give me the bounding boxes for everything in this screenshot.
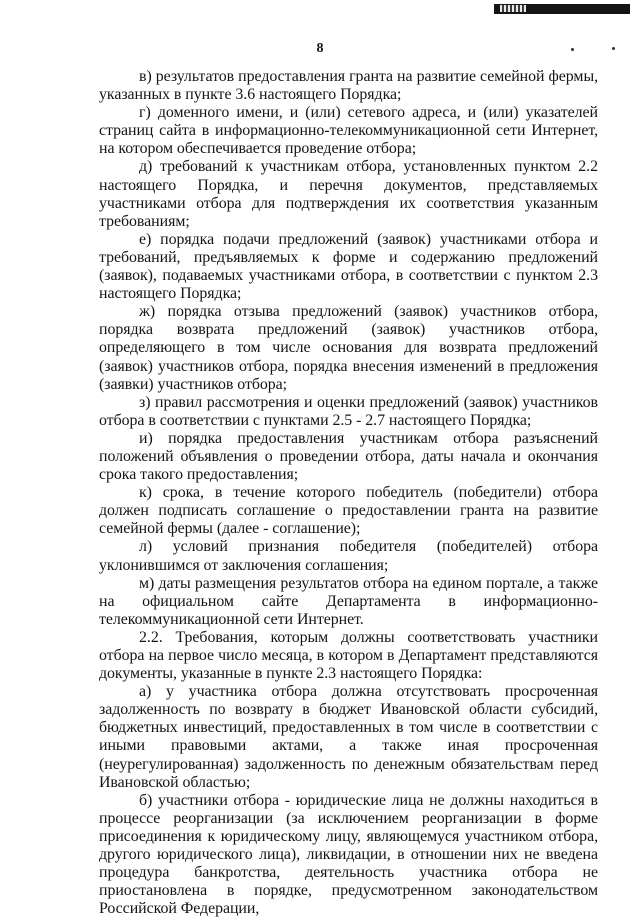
scan-speck (612, 47, 615, 50)
document-body (99, 68, 598, 918)
list-item-g: г) доменного имени, и (или) сетевого адреса, и (или) указателей страниц сайта в информационно-телекоммуникационной сети Интернет, на котором обеспечивается проведение отбора; (99, 104, 598, 158)
list-item-d: д) требований к участникам отбора, установленных пунктом 2.2 настоящего Порядка, и перечня документов, представляемых участниками отбора для подтверждения их соответствия указанным требованиям; (99, 158, 598, 230)
list-item-zh: ж) порядка отзыва предложений (заявок) участников отбора, порядка возврата предложений (заявок) участников отбора, определяющего в том числе основания для возврата предложений (заявок) участников отбора, порядка внесения изменений в предложения (заявки) участников отбора; (99, 303, 598, 393)
list-item-l: л) условий признания победителя (победителей) отбора уклонившимся от заключения соглашения; (99, 538, 598, 574)
list-item-e: е) порядка подачи предложений (заявок) участниками отбора и требований, предъявляемых к форме и содержанию предложений (заявок), подаваемых участниками отбора, в соответствии с пунктом 2.3 настоящего Порядка; (99, 230, 598, 303)
list-item-i: и) порядка предоставления участникам отбора разъяснений положений объявления о проведении отбора, даты начала и окончания срока такого предоставления; (99, 429, 598, 484)
scan-header-chip (500, 5, 526, 12)
section-2-2-intro: 2.2. Требования, которым должны соответствовать участники отбора на первое число месяца, в котором в Департамент представляются документы, указанные в пункте 2.3 настоящего Порядка: (99, 628, 598, 683)
requirement-b: б) участники отбора - юридические лица не должны находиться в процессе реорганизации (за исключением реорганизации в форме присоединения к юридическому лицу, являющемуся участником отбора, другого юридического лица), ликвидации, в отношении них не введена процедура банкротства, деятельность участника отбора не приостановлена в порядке, предусмотренном законодательством Российской Федерации, (99, 791, 598, 918)
list-item-z: з) правил рассмотрения и оценки предложений (заявок) участников отбора в соответствии с пунктами 2.5 - 2.7 настоящего Порядка; (99, 393, 598, 429)
scan-speck (571, 48, 574, 51)
list-item-k: к) срока, в течение которого победитель (победители) отбора должен подписать соглашение о предоставлении гранта на развитие семейной фермы (далее - соглашение); (99, 484, 598, 538)
list-item-v: в) результатов предоставления гранта на развитие семейной фермы, указанных в пункте 3.6 настоящего Порядка; (99, 68, 598, 104)
page-number: 8 (316, 41, 324, 56)
requirement-a: а) у участника отбора должна отсутствовать просроченная задолженность по возврату в бюджет Ивановской области субсидий, бюджетных инвестиций, предоставленных в том числе в соответствии с иными правовыми актами, а также иная просроченная (неурегулированная) задолженность по денежным обязательствам перед Ивановской областью; (99, 683, 598, 791)
list-item-m: м) даты размещения результатов отбора на едином портале, а также на официальном сайте Департамента в информационно-телекоммуникационной сети Интернет. (99, 574, 598, 628)
